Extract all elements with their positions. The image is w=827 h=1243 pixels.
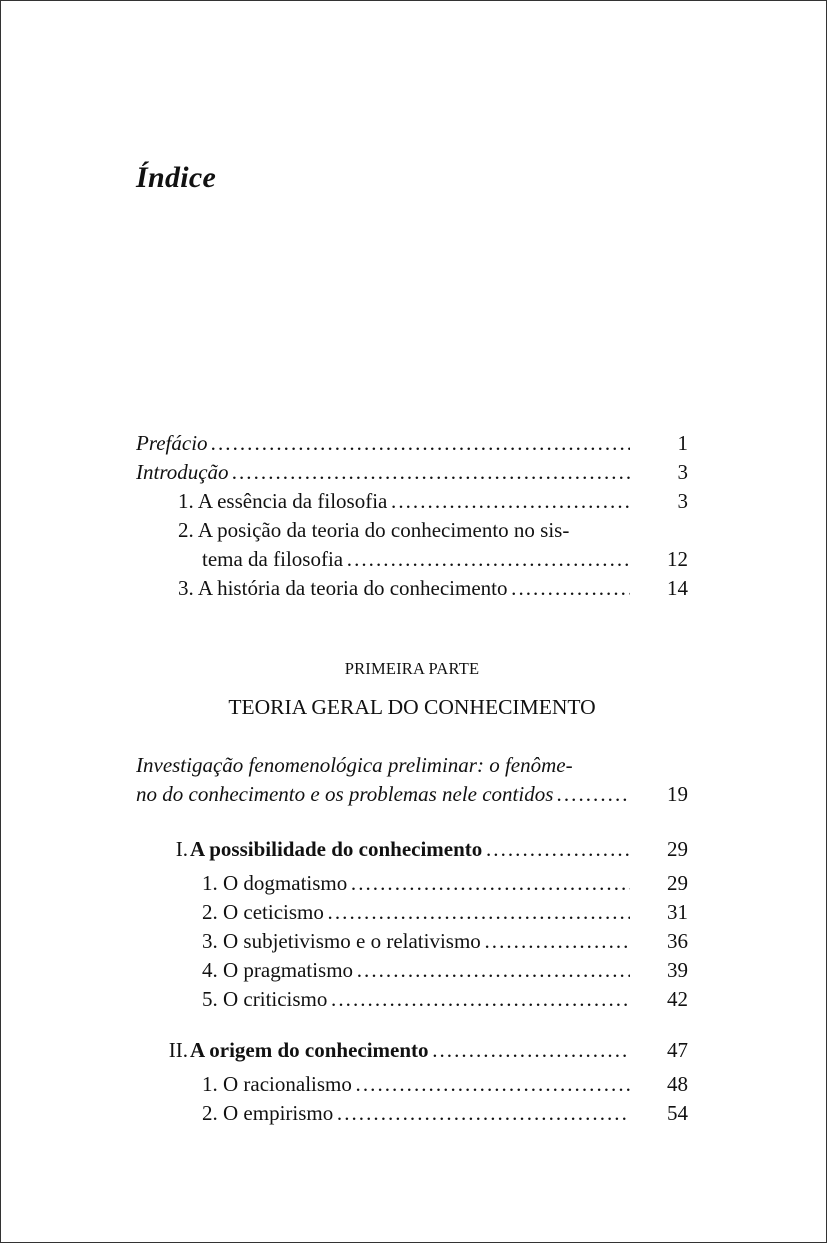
toc-entry-page: 42 — [667, 987, 688, 1011]
part-label: PRIMEIRA PARTE — [344, 659, 480, 678]
toc-entry-racionalismo[interactable] — [136, 1070, 688, 1099]
toc-entry-label: 1. O racionalismo . . . — [202, 1070, 630, 1099]
toc-entry-pragmatismo[interactable] — [136, 956, 688, 985]
chapter-title: A possibilidade do conhecimento — [190, 837, 483, 861]
toc-entry-dogmatismo[interactable] — [136, 869, 688, 898]
toc-front-matter — [136, 429, 688, 603]
toc-entry-label: 5. O criticismo . . . — [202, 985, 630, 1014]
toc-entry-label: tema da filosofia . . . — [202, 545, 630, 574]
toc-entry-page: 47 — [667, 1038, 688, 1062]
toc-entry-label: Investigação fenomenológica preliminar: o fenôme- — [136, 753, 573, 777]
toc-entry-label: 2. A posição da teoria do conhecimento no sis- — [178, 518, 570, 542]
chapter-roman: II. — [168, 1038, 188, 1062]
toc-entry-posicao-teoria-line1[interactable] — [136, 516, 688, 545]
toc-entry-label: Introdução . . . — [136, 458, 630, 487]
toc-entry-page: 14 — [667, 576, 688, 600]
toc-entry-label: Prefácio . . . — [136, 429, 630, 458]
toc-entry-label — [136, 835, 630, 864]
toc-entry-label: 3. O subjetivismo e o relativismo . . . — [202, 927, 630, 956]
toc-entry-prefacio[interactable] — [136, 429, 688, 458]
toc-entry-page: 12 — [667, 547, 688, 571]
toc-entry-subjetivismo[interactable] — [136, 927, 688, 956]
page-title: Índice — [136, 161, 217, 194]
chapter-roman: I. — [175, 837, 188, 861]
toc-entry-essencia-filosofia[interactable] — [136, 487, 688, 516]
toc-entry-page: 19 — [667, 782, 688, 806]
toc-chapter-possibilidade[interactable] — [136, 835, 688, 864]
toc-entry-label: 3. A história da teoria do conhecimento . . . — [178, 574, 630, 603]
toc-entry-page: 54 — [667, 1101, 688, 1125]
toc-entry-page: 36 — [667, 929, 688, 953]
toc-entry-label: 4. O pragmatismo . . . — [202, 956, 630, 985]
toc-entry-label: 2. O empirismo . . . — [202, 1099, 630, 1128]
toc-entry-page: 29 — [667, 837, 688, 861]
toc-entry-historia-teoria[interactable] — [136, 574, 688, 603]
spacer — [136, 809, 688, 835]
toc-entry-investigacao-line1[interactable] — [136, 751, 688, 780]
toc-entry-label: 1. O dogmatismo . . . — [202, 869, 630, 898]
toc-entry-empirismo[interactable] — [136, 1099, 688, 1128]
toc-chapter-origem[interactable] — [136, 1036, 688, 1065]
toc-part-one — [136, 751, 688, 1128]
toc-entry-posicao-teoria-line2[interactable] — [136, 545, 688, 574]
toc-entry-label: no do conhecimento e os problemas nele contidos . . . — [136, 780, 630, 809]
toc-entry-investigacao-line2[interactable] — [136, 780, 688, 809]
toc-entry-page: 48 — [667, 1072, 688, 1096]
part-title: TEORIA GERAL DO CONHECIMENTO — [228, 695, 596, 719]
toc-entry-criticismo[interactable] — [136, 985, 688, 1014]
toc-entry-label: 2. O ceticismo . . . — [202, 898, 630, 927]
toc-entry-introducao[interactable] — [136, 458, 688, 487]
toc-entry-label — [136, 1036, 630, 1065]
toc-entry-page: 31 — [667, 900, 688, 924]
toc-entry-label: 1. A essência da filosofia . . . — [178, 487, 630, 516]
toc-entry-page: 29 — [667, 871, 688, 895]
toc-entry-page: 3 — [677, 489, 688, 513]
toc-entry-ceticismo[interactable] — [136, 898, 688, 927]
toc-entry-page: 39 — [667, 958, 688, 982]
toc-entry-page: 1 — [677, 431, 688, 455]
toc-entry-page: 3 — [677, 460, 688, 484]
spacer — [136, 1014, 688, 1036]
chapter-title: A origem do conhecimento — [190, 1038, 429, 1062]
